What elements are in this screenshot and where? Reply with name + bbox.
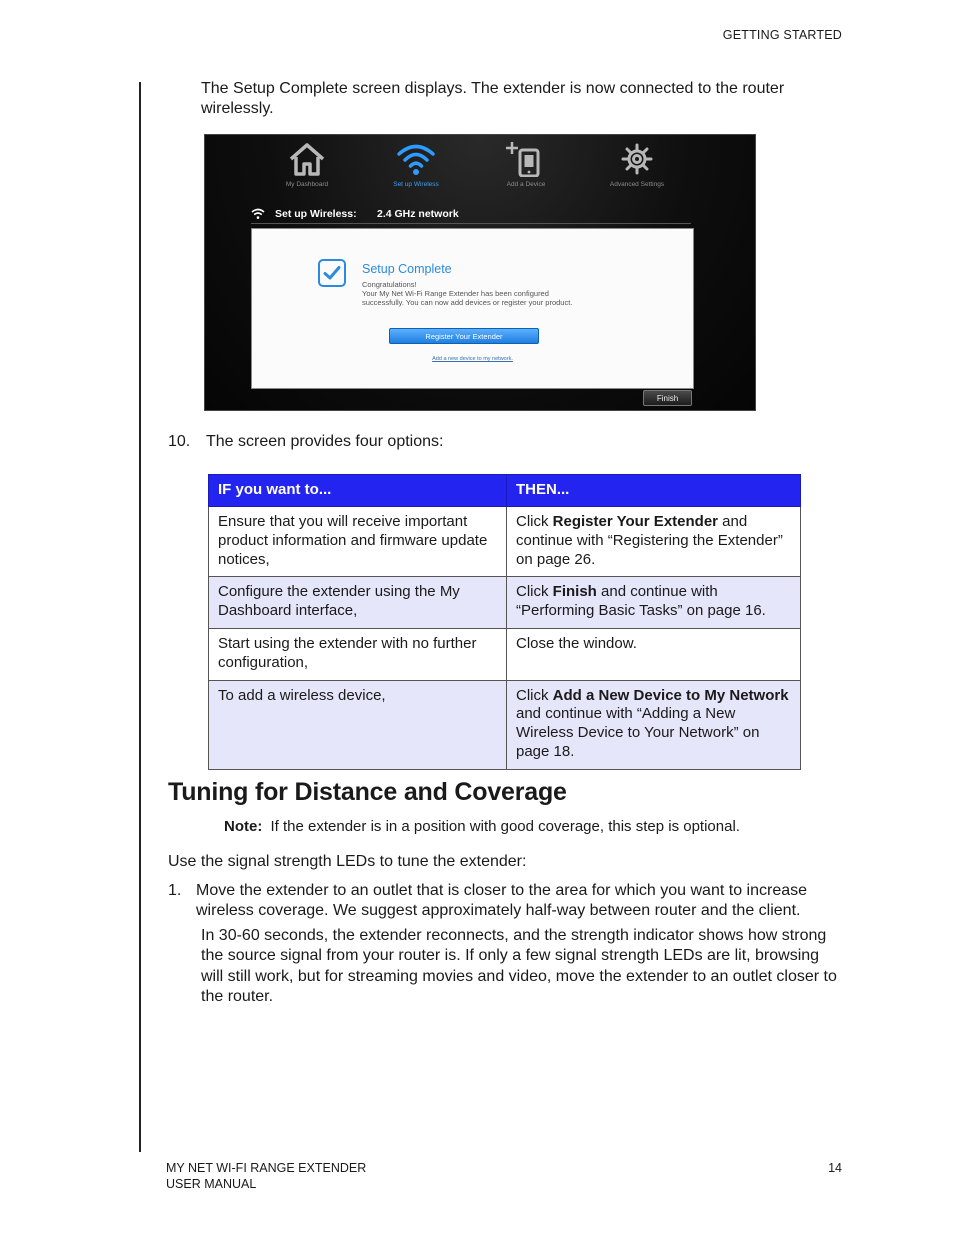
table-cell-then <box>507 577 801 629</box>
note <box>224 818 740 835</box>
message-line: Your My Net Wi-Fi Range Extender has been configured <box>362 289 549 298</box>
footer-title <box>166 1161 366 1192</box>
gear-icon <box>617 141 657 177</box>
network-band: 2.4 GHz network <box>377 208 459 220</box>
table-cell-if: To add a wireless device, <box>209 680 507 769</box>
table-row <box>209 628 801 680</box>
nav-label: Advanced Settings <box>609 181 665 188</box>
step-1 <box>168 881 848 921</box>
message-line: successfully. You can now add devices or register your product. <box>362 298 573 307</box>
setup-wireless-bar <box>251 205 691 223</box>
cell-text: Click <box>516 686 553 704</box>
table-cell-then <box>507 680 801 769</box>
wifi-icon <box>396 141 436 177</box>
table-cell-if: Configure the extender using the My Dashboard interface, <box>209 577 507 629</box>
column-header: THEN... <box>507 475 801 507</box>
nav-my-dashboard[interactable] <box>262 141 352 188</box>
step-text: The screen provides four options: <box>206 433 444 450</box>
table-row <box>209 680 801 769</box>
table-row <box>209 507 801 577</box>
step-1-detail: In 30-60 seconds, the extender reconnects, and the strength indicator shows how strong the source signal from your router is. If only a few signal strength LEDs are lit, browsing will still work, but for streaming movies and video, move the extender to an outlet closer to the router. <box>201 927 837 1005</box>
divider <box>251 223 691 224</box>
register-extender-button[interactable]: Register Your Extender <box>389 328 539 344</box>
cell-bold: Register Your Extender <box>552 513 719 530</box>
cell-text: Click <box>516 513 553 530</box>
margin-rule <box>139 82 141 1152</box>
cross-reference: “Registering the Extender” <box>607 531 783 549</box>
cell-text: and continue with “Adding a New Wireless Device to Your Network” on page 18. <box>516 705 760 760</box>
footer-line: USER MANUAL <box>166 1176 257 1191</box>
wifi-small-icon <box>251 208 265 220</box>
nav-label: Set up Wireless <box>393 181 439 188</box>
nav-add-a-device[interactable] <box>481 141 571 188</box>
setup-complete-screenshot <box>204 134 756 411</box>
section-heading: Tuning for Distance and Coverage <box>168 778 567 806</box>
cell-text: and continue with “Performing Basic Tasks” on page 16. <box>516 583 766 620</box>
table-cell-then: Close the window. <box>507 628 801 680</box>
step-number: 10. <box>168 433 191 450</box>
checkmark-icon <box>318 259 346 287</box>
setup-complete-title: Setup Complete <box>362 262 452 276</box>
options-table <box>208 474 801 770</box>
add-device-link[interactable]: Add a new device to my network. <box>432 356 513 362</box>
cell-bold: Add a New Device to My Network <box>552 686 789 704</box>
nav-set-up-wireless[interactable] <box>371 141 461 188</box>
intro-paragraph: The Setup Complete screen displays. The extender is now connected to the router wirelessly. <box>201 80 785 117</box>
home-icon <box>287 141 327 177</box>
table-cell-if: Ensure that you will receive important product information and firmware update notices, <box>209 507 507 577</box>
step-text: Move the extender to an outlet that is closer to the area for which you want to increase wireless coverage. We suggest approximately half-way between router and the client. <box>196 882 808 919</box>
running-header: GETTING STARTED <box>722 28 842 42</box>
table-header-row <box>209 475 801 507</box>
nav-advanced-settings[interactable] <box>592 141 682 188</box>
page-number: 14 <box>828 1161 842 1175</box>
setup-complete-message <box>362 280 622 307</box>
cell-text: and continue with <box>516 513 748 549</box>
table-cell-then <box>507 507 801 577</box>
footer-line: MY NET WI-FI RANGE EXTENDER <box>166 1161 367 1175</box>
setup-wireless-label: Set up Wireless: <box>275 208 357 220</box>
cell-text: on page 26. <box>516 550 596 568</box>
setup-complete-panel <box>251 228 694 389</box>
nav-label: My Dashboard <box>285 181 329 188</box>
congrats-text: Congratulations! <box>362 280 417 289</box>
table-cell-if: Start using the extender with no further configuration, <box>209 628 507 680</box>
step-number: 1. <box>168 882 182 899</box>
cell-bold: Finish <box>552 583 597 601</box>
note-text: If the extender is in a position with good coverage, this step is optional. <box>270 818 740 835</box>
use-leds-paragraph: Use the signal strength LEDs to tune the extender: <box>168 853 527 870</box>
step-10 <box>168 433 443 451</box>
nav-label: Add a Device <box>506 181 546 188</box>
cell-text: Click <box>516 583 553 601</box>
add-device-icon <box>506 141 546 177</box>
note-label: Note: <box>224 818 263 835</box>
table-row <box>209 577 801 629</box>
finish-button[interactable]: Finish <box>643 390 692 406</box>
column-header: IF you want to... <box>209 475 507 507</box>
